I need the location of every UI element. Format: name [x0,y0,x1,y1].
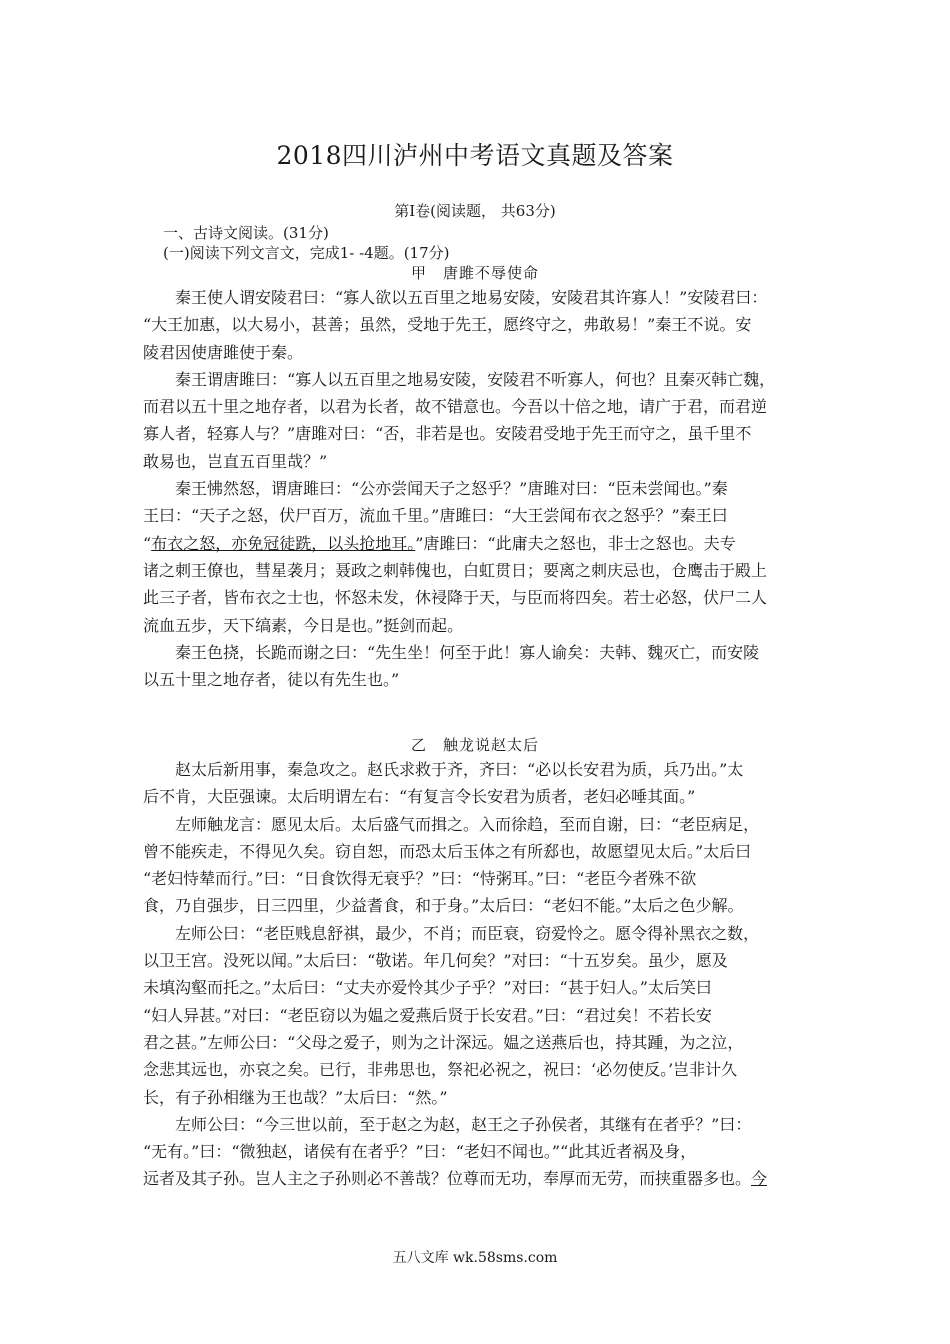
passage-b-line: 后不肯，大臣强谏。太后明谓左右：“有复言令长安君为质者，老妇必唾其面。” [143,787,696,807]
underlined-sentence: 布衣之怒，亦免冠徒跣，以头抢地耳。 [151,533,416,553]
volume-heading: 第Ⅰ卷(阅读题， 共63分) [394,202,556,220]
page-title: 2018四川泸州中考语文真题及答案 [276,141,674,170]
passage-b-line: 长，有子孙相继为王也哉？”太后曰：“然。” [143,1087,448,1107]
passage-a-line: 秦王色挠，长跪而谢之曰：“先生坐！何至于此！寡人谕矣：夫韩、魏灭亡，而安陵 [175,642,760,662]
passage-b-line: 左师公曰：“今三世以前，至于赵之为赵，赵王之子孙侯者，其继有在者乎？”曰： [175,1114,752,1134]
passage-a-line: 秦王怫然怒，谓唐雎曰：“公亦尝闻天子之怒乎？”唐雎对曰：“臣未尝闻也。”秦 [175,479,728,499]
line-remainder: ”唐雎曰：“此庸夫之怒也，非士之怒也。夫专 [415,533,736,553]
passage-a-line: 寡人者，轻寡人与？”唐雎对曰：“否，非若是也。安陵君受地于先王而守之，虽千里不 [143,424,752,444]
passage-a-line: 以五十里之地存者，徒以有先生也。” [143,670,400,690]
underlined-char: 今 [751,1169,768,1189]
passage-b-line: 左师触龙言：愿见太后。太后盛气而揖之。入而徐趋，至而自谢，曰：“老臣病足， [175,814,760,834]
passage-b-line [143,1165,815,1192]
passage-a-line [143,530,815,557]
passage-a-heading: 甲 唐雎不辱使命 [410,264,539,282]
footer-watermark: 五八文库 wk.58sms.com [392,1250,558,1266]
passage-a-line: 诸之刺王僚也，彗星袭月；聂政之刺韩傀也，白虹贯日；要离之刺庆忌也，仓鹰击于殿上 [143,560,768,580]
passage-b-line: 曾不能疾走，不得见久矣。窃自恕，而恐太后玉体之有所郄也，故愿望见太后。”太后曰 [143,841,752,861]
section-heading-1: 一、古诗文阅读。(31分) [163,224,329,242]
passage-a-line: 此三子者，皆布衣之士也，怀怒未发，休祲降于天，与臣而将四矣。若士必怒，伏尸二人 [143,588,768,608]
quote-mark: “ [143,533,152,553]
passage-b-line: 食，乃自强步，日三四里，少益耆食，和于身。”太后曰：“老妇不能。”太后之色少解。 [143,896,744,916]
passage-b-line: 左师公曰：“老臣贱息舒祺，最少，不肖；而臣衰，窃爱怜之。愿令得补黑衣之数， [175,923,760,943]
passage-b-line: 念悲其远也，亦哀之矣。已行，非弗思也，祭祀必祝之，祝曰：‘必勿使反。’岂非计久 [143,1060,738,1080]
passage-a-line: 秦王谓唐雎曰：“寡人以五百里之地易安陵，安陵君不听寡人，何也？且秦灭韩亡魏， [175,369,776,389]
passage-b-line: “无有。”曰：“微独赵，诸侯有在者乎？”曰：“老妇不闻也。”“此其近者祸及身， [143,1142,697,1162]
passage-a-line: 秦王使人谓安陵君曰：“寡人欲以五百里之地易安陵，安陵君其许寡人！”安陵君曰： [175,288,768,307]
passage-b-line: 未填沟壑而托之。”太后曰：“丈夫亦爱怜其少子乎？”对曰：“甚于妇人。”太后笑曰 [143,978,712,998]
passage-b-body [143,756,815,1193]
passage-a-line: 而君以五十里之地存者，以君为长者，故不错意也。今吾以十倍之地，请广于君，而君逆 [143,397,768,417]
passage-b-line: 赵太后新用事，秦急攻之。赵氏求救于齐，齐曰：“必以长安君为质，兵乃出。”太 [175,760,744,779]
passage-b-line: “妇人异甚。”对曰：“老臣窃以为媪之爱燕后贤于长安君。”曰：“君过矣！不若长安 [143,1005,712,1025]
passage-b-line: “老妇恃辇而行。”曰：“日食饮得无衰乎？”曰：“恃粥耳。”曰：“老臣今者殊不欲 [143,869,697,889]
passage-a-line: 陵君因使唐雎使于秦。 [143,342,304,362]
line-text: 远者及其子孙。岂人主之子孙则必不善哉？位尊而无功，奉厚而无劳，而挟重器多也。 [143,1169,752,1189]
passage-a-line: 敢易也，岂直五百里哉？” [143,451,328,471]
passage-a-body [143,284,815,693]
passage-a-line: “大王加惠，以大易小，甚善；虽然，受地于先王，愿终守之，弗敢易！”秦王不说。安 [143,315,752,335]
passage-b-line: 以卫王宫。没死以闻。”太后曰：“敬诺。年几何矣？”对曰：“十五岁矣。虽少，愿及 [143,951,728,971]
passage-a-line: 王曰：“天子之怒，伏尸百万，流血千里。”唐雎曰：“大王尝闻布衣之怒乎？”秦王曰 [143,506,728,526]
section-heading-2: (一)阅读下列文言文，完成1- -4题。(17分) [163,244,450,262]
passage-b-heading: 乙 触龙说赵太后 [410,736,539,754]
passage-a-line: 流血五步，天下缟素，今日是也。”挺剑而起。 [143,615,464,635]
passage-b-line: 君之甚。”左师公曰：“父母之爱子，则为之计深远。媪之送燕后也，持其踵，为之泣， [143,1032,744,1052]
